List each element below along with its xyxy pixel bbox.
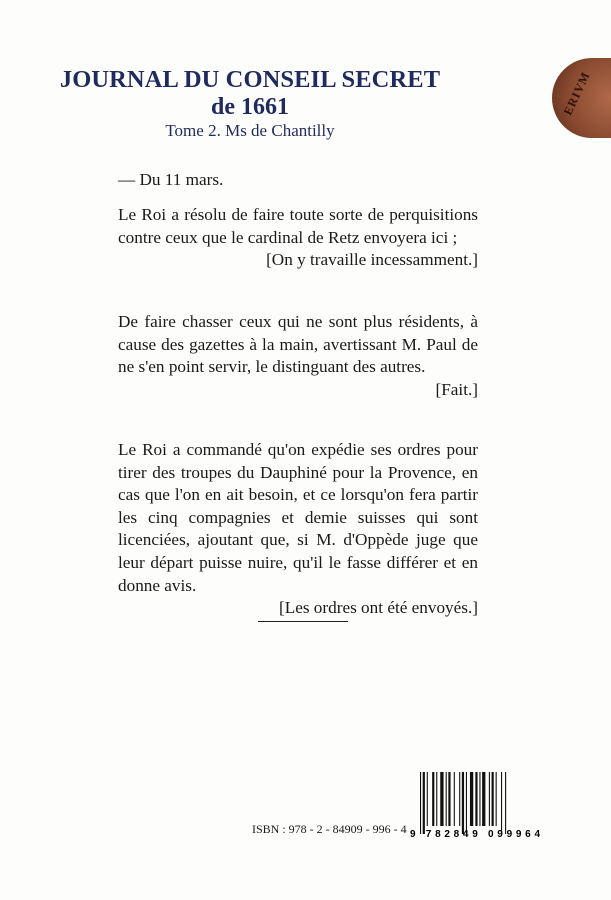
barcode xyxy=(410,772,540,838)
barcode-bar xyxy=(436,772,437,826)
coin-image xyxy=(552,58,611,138)
paragraph-note: [Les ordres ont été envoyés.] xyxy=(278,598,478,618)
barcode-digits: 9 782849 099964 xyxy=(410,829,540,838)
barcode-bar xyxy=(440,772,443,826)
paragraph-3 xyxy=(118,439,478,620)
barcode-bar xyxy=(446,772,447,826)
barcode-bar xyxy=(492,772,494,826)
barcode-bar xyxy=(501,772,502,834)
isbn-label: ISBN : 978 - 2 - 84909 - 996 - 4 xyxy=(252,822,407,836)
barcode-bar xyxy=(420,772,421,834)
barcode-bar xyxy=(448,772,450,826)
barcode-bar xyxy=(466,772,467,834)
paragraph-text: Le Roi a commandé qu'on expédie ses ordres pour tirer des troupes du Dauphiné pour la Provence, en cas que l'on en ait besoin, et ce lorsqu'on fera partir les cinq compagnies et demie suisses qui sont licenciées, ajoutant que, si M. d'Oppède juge que leur départ puisse nuire, qu'il le fasse différer et en donne avis. xyxy=(118,440,478,595)
barcode-bar xyxy=(432,772,434,826)
divider xyxy=(258,621,348,622)
paragraph-text: De faire chasser ceux qui ne sont plus résidents, à cause des gazettes à la main, avertissant M. Paul de ne s'en point servir, le distinguant des autres. xyxy=(118,312,478,377)
paragraph-1 xyxy=(118,204,478,272)
paragraph-note: [Fait.] xyxy=(435,379,478,399)
barcode-bar xyxy=(423,772,425,834)
barcode-bar xyxy=(479,772,480,826)
barcode-bar xyxy=(496,772,497,826)
barcode-bar xyxy=(505,772,506,834)
barcode-bar xyxy=(462,772,464,834)
book-subtitle: de 1661 xyxy=(211,94,289,120)
book-title: JOURNAL DU CONSEIL SECRET xyxy=(59,66,441,93)
barcode-bar xyxy=(489,772,490,826)
barcode-bar xyxy=(427,772,428,826)
barcode-bar xyxy=(459,772,460,826)
coin-legend: ERIVM xyxy=(560,69,593,118)
date-line: — Du 11 mars. xyxy=(118,170,224,189)
paragraph-2 xyxy=(118,311,478,401)
barcode-bar xyxy=(475,772,477,826)
paragraph-note: [On y travaille incessamment.] xyxy=(266,250,478,270)
paragraph-text: Le Roi a résolu de faire toute sorte de perquisitions contre ceux que le cardinal de Retz envoyera ici ; xyxy=(118,205,478,247)
barcode-bar xyxy=(454,772,455,826)
barcode-bar xyxy=(470,772,473,826)
volume-label: Tome 2. Ms de Chantilly xyxy=(165,121,335,140)
barcode-bar xyxy=(482,772,485,826)
